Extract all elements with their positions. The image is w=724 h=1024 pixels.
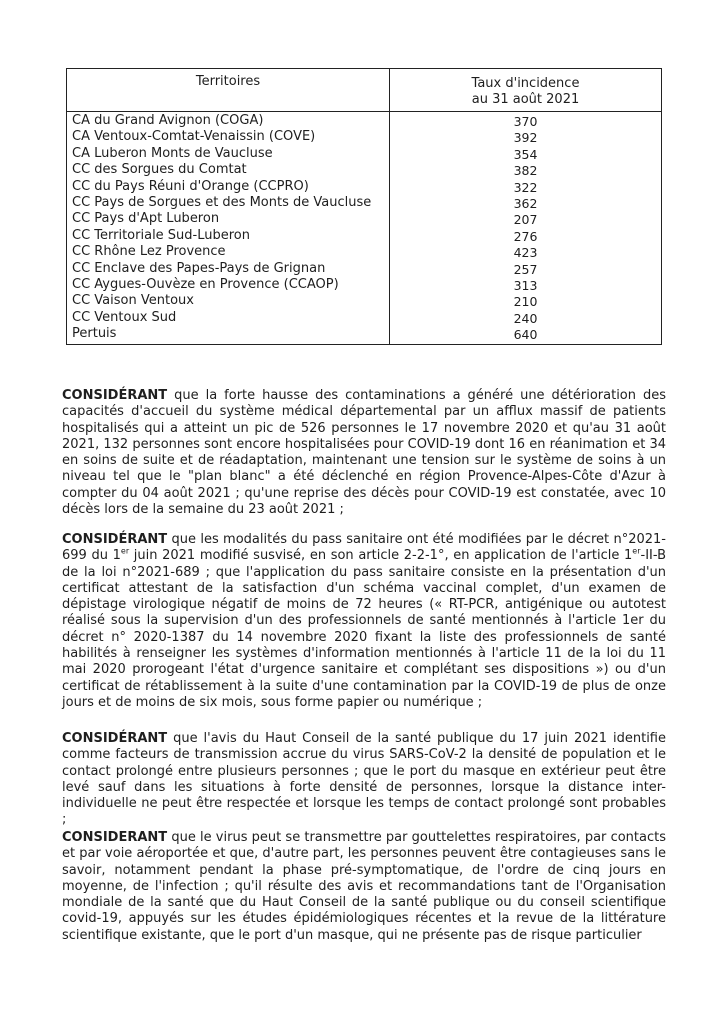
incidence-value: 354 xyxy=(513,146,538,162)
header-territoires: Territoires xyxy=(195,74,261,89)
table-row xyxy=(67,244,661,260)
incidence-value: 362 xyxy=(513,195,538,211)
header-divider xyxy=(67,111,661,112)
paragraph-text: juin 2021 modifié susvisé, en son article 2-2-1°, en application de l'article 1 xyxy=(129,548,633,564)
paragraph-text: -II-B de la loi n°2021-689 ; que l'application du pass sanitaire consiste en la présentation d'un certificat attestant de la satisfaction d'un schéma vaccinal complet, d'un examen de dépistage virologique négatif de moins de 72 heures (« RT-PCR, antigénique ou autotest réalisé sous la supervision d'un des professionnels de santé mentionnés à l'article 1er du décret n° 2020-1387 du 14 novembre 2020 fixant la liste des professionnels de santé habilités à renseigner les systèmes d'information mentionnés à l'article 11 de la loi du 11 mai 2020 prorogeant l'état d'urgence sanitaire et complétant ses dispositions ») ou d'un certificat de rétablissement à la suite d'une contamination par la COVID-19 de plus de onze jours et de moins de six mois, sous forme papier ou numérique ; xyxy=(62,548,667,710)
incidence-value: 423 xyxy=(513,245,538,261)
territoire-name: CC Rhône Lez Provence xyxy=(72,244,226,260)
territoire-name: CC des Sorgues du Comtat xyxy=(72,162,247,178)
considerant-lead: CONSIDERANT xyxy=(62,830,168,845)
table-row xyxy=(67,293,661,309)
table-row xyxy=(67,310,661,326)
incidence-value: 276 xyxy=(513,228,538,244)
incidence-value: 322 xyxy=(513,179,538,195)
header-taux xyxy=(390,76,661,108)
incidence-value: 313 xyxy=(513,277,538,293)
territoire-name: CC Enclave des Papes-Pays de Grignan xyxy=(72,260,326,276)
considerant-lead: CONSIDÉRANT xyxy=(62,532,168,547)
considerant-paragraph-2 xyxy=(62,532,666,711)
table-row xyxy=(67,277,661,293)
table-row xyxy=(67,113,661,129)
header-taux-line1: Taux d'incidence xyxy=(471,76,580,91)
territoire-name: CC Vaison Ventoux xyxy=(72,293,194,309)
territoire-name: CC Pays de Sorgues et des Monts de Vaucluse xyxy=(72,194,372,210)
considerant-paragraph-1 xyxy=(62,388,666,518)
incidence-value: 257 xyxy=(513,261,538,277)
territoire-name: CA Luberon Monts de Vaucluse xyxy=(72,145,273,161)
table-body xyxy=(67,113,661,342)
incidence-value: 392 xyxy=(513,130,538,146)
incidence-value: 370 xyxy=(513,114,538,129)
considerant-paragraph-3 xyxy=(62,731,666,829)
paragraph-text: que les modalités du pass sanitaire ont été modifiées par le décret n°2021-699 du 1 xyxy=(62,532,666,564)
territoire-name: CA du Grand Avignon (COGA) xyxy=(72,113,264,128)
paragraph-text: que la forte hausse des contaminations a généré une détérioration des capacités d'accueil du système médical départemental par un afflux massif de patients hospitalisés qui a atteint un pic de 526 personnes le 17 novembre 2020 et qu'au 31 août 2021, 132 personnes sont encore hospitalisées pour COVID-19 dont 16 en réanimation et 34 en soins de suite et de réadaptation, maintenant une tension sur le système de soins à un niveau tel que le "plan blanc" a été déclenché en région Provence-Alpes-Côte d'Azur à compter du 04 août 2021 ; qu'une reprise des décès pour COVID-19 est constatée, avec 10 décès lors de la semaine du 23 août 2021 ; xyxy=(62,388,666,518)
territoire-name: CC Territoriale Sud-Luberon xyxy=(72,227,250,243)
considerant-lead: CONSIDÉRANT xyxy=(62,731,168,746)
incidence-value: 207 xyxy=(513,212,538,228)
incidence-value: 240 xyxy=(513,310,538,326)
table-row xyxy=(67,211,661,227)
ordinal-suffix: er xyxy=(632,546,641,556)
table-row xyxy=(67,179,661,195)
incidence-value: 640 xyxy=(513,327,538,343)
table-row xyxy=(67,146,661,162)
incidence-table xyxy=(66,68,662,345)
header-taux-line2: au 31 août 2021 xyxy=(471,92,580,107)
table-row xyxy=(67,195,661,211)
territoire-name: CA Ventoux-Comtat-Venaissin (COVE) xyxy=(72,129,316,145)
territoire-name: Pertuis xyxy=(72,326,117,342)
considerant-paragraph-4 xyxy=(62,830,666,944)
incidence-value: 210 xyxy=(513,294,538,310)
territoire-name: CC Pays d'Apt Luberon xyxy=(72,211,220,227)
table-row xyxy=(67,261,661,277)
territoire-name: CC Aygues-Ouvèze en Provence (CCAOP) xyxy=(72,276,339,292)
territoire-name: CC Ventoux Sud xyxy=(72,309,177,325)
paragraph-text: que l'avis du Haut Conseil de la santé publique du 17 juin 2021 identifie comme facteurs de transmission accrue du virus SARS-CoV-2 la densité de population et le contact prolongé entre plusieurs personnes ; que le port du masque en extérieur peut être levé sauf dans les situations à forte densité de personnes, lorsque la distance inter-individuelle ne peut être respectée et lorsque les temps de contact prolongé sont probables ; xyxy=(62,731,666,828)
table-row xyxy=(67,162,661,178)
table-row xyxy=(67,326,661,342)
table-row xyxy=(67,228,661,244)
table-row xyxy=(67,129,661,145)
ordinal-suffix: er xyxy=(120,546,130,556)
incidence-value: 382 xyxy=(513,163,538,179)
considerant-lead: CONSIDÉRANT xyxy=(62,388,168,403)
paragraph-text: que le virus peut se transmettre par gouttelettes respiratoires, par contacts et par voie aéroportée et que, d'autre part, les personnes peuvent être contagieuses sans le savoir, notamment pendant la phase pré-symptomatique, de l'ordre de cinq jours en moyenne, de l'infection ; qu'il résulte des avis et recommandations tant de l'Organisation mondiale de la santé que du Haut Conseil de la santé publique ou du conseil scientifique covid-19, appuyés sur les études épidémiologiques récentes et la revue de la littérature scientifique existante, que le port d'un masque, qui ne présente pas de risque particulier xyxy=(62,830,666,943)
territoire-name: CC du Pays Réuni d'Orange (CCPRO) xyxy=(72,178,309,194)
